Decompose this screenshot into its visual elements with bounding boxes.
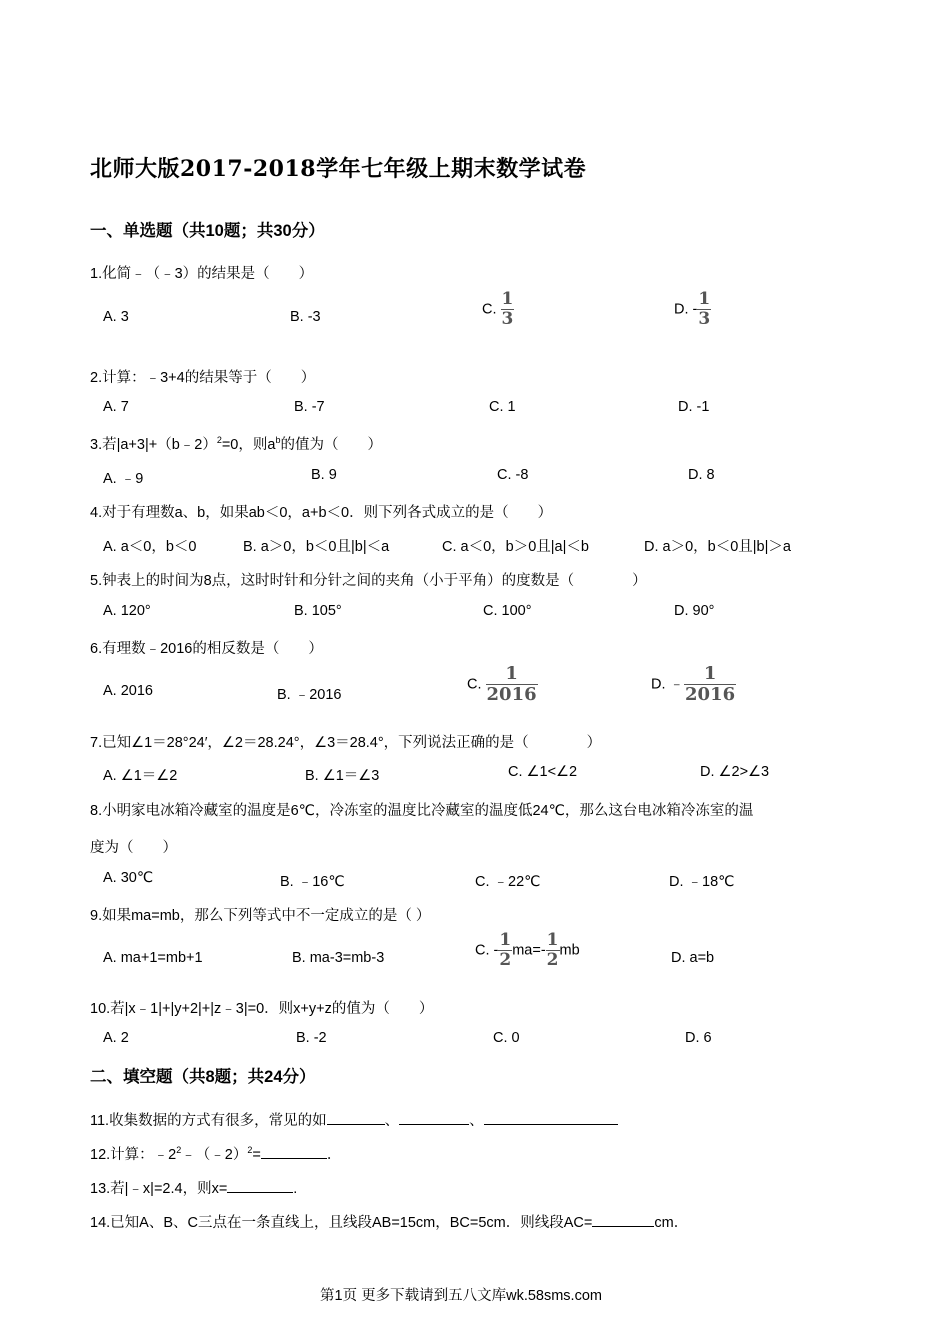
q3-option-d: D. 8: [688, 467, 715, 483]
q2-option-b: B. -7: [294, 399, 325, 415]
q8-option-b: B. ﹣16℃: [280, 874, 345, 890]
fraction-one-half: $\frac{1}{2}$: [499, 930, 512, 970]
q3-option-c: C. -8: [497, 467, 529, 483]
fraction-one-third: $\frac{1}{3}$: [501, 289, 514, 329]
question-2: 2.计算：﹣3+4的结果等于（ ）: [90, 370, 316, 386]
q2-option-d: D. -1: [678, 399, 710, 415]
fraction-one-over-2016: $\frac{1}{2016}$: [685, 663, 736, 705]
question-10: 10.若|x﹣1|+|y+2|+|z﹣3|=0．则x+y+z的值为（ ）: [90, 1001, 434, 1017]
question-7: 7.已知∠1＝28°24′，∠2＝28.24°，∠3＝28.4°，下列说法正确的是（ ）: [90, 735, 602, 751]
q2-option-a: A. 7: [103, 399, 129, 415]
q10-option-c: C. 0: [493, 1030, 520, 1046]
answer-blank: [261, 1146, 327, 1159]
q9-option-d: D. a=b: [671, 950, 715, 966]
q3-option-a: A. ﹣9: [103, 471, 144, 487]
q9-option-a: A. ma+1=mb+1: [103, 950, 203, 966]
q4-option-a: A. a＜0，b＜0: [103, 539, 197, 555]
q7-option-d: D. ∠2>∠3: [700, 764, 770, 780]
q1-option-d: D. - $\frac{1}{3}$: [674, 289, 711, 329]
section-heading-single-choice: 一、单选题（共10题；共30分）: [90, 222, 325, 240]
q5-option-d: D. 90°: [674, 603, 715, 619]
q5-option-c: C. 100°: [483, 603, 532, 619]
q10-option-d: D. 6: [685, 1030, 712, 1046]
question-3: 3.若|a+3|+（b﹣2）$^2$=0，则$a^b$的值为（ ）: [90, 435, 382, 453]
q8-option-c: C. ﹣22℃: [475, 874, 541, 890]
q9-option-c: C. - $\frac{1}{2}$ ma=- $\frac{1}{2}$ mb: [475, 930, 580, 970]
q7-option-c: C. ∠1<∠2: [508, 764, 578, 780]
answer-blank: [399, 1112, 469, 1125]
section-heading-fill-blank: 二、填空题（共8题；共24分）: [90, 1068, 316, 1086]
q1-option-c: C. $\frac{1}{3}$: [482, 289, 514, 329]
question-4: 4.对于有理数a、b，如果ab＜0，a+b＜0．则下列各式成立的是（ ）: [90, 505, 553, 521]
question-1: 1.化简﹣（﹣3）的结果是（ ）: [90, 266, 314, 282]
q5-option-b: B. 105°: [294, 603, 342, 619]
question-13: 13.若|﹣x|=2.4，则x= .: [90, 1181, 298, 1197]
q3-option-b: B. 9: [311, 467, 337, 483]
q1-option-a: A. 3: [103, 309, 129, 325]
question-5: 5.钟表上的时间为8点，这时时针和分针之间的夹角（小于平角）的度数是（ ）: [90, 573, 647, 589]
page-footer: 第1页 更多下载请到五八文库wk.58sms.com: [320, 1288, 602, 1304]
q6-option-c: C. $\frac{1}{2016}$: [467, 663, 537, 705]
answer-blank: [227, 1180, 293, 1193]
q9-option-b: B. ma-3=mb-3: [292, 950, 385, 966]
q2-option-c: C. 1: [489, 399, 516, 415]
q5-option-a: A. 120°: [103, 603, 151, 619]
q7-option-a: A. ∠1＝∠2: [103, 768, 178, 784]
question-11: 11.收集数据的方式有很多，常见的如 、 、: [90, 1109, 618, 1130]
question-14: 14.已知A、B、C三点在一条直线上，且线段AB=15cm，BC=5cm．则线段AC= cm．: [90, 1215, 689, 1231]
q8-option-d: D. ﹣18℃: [669, 874, 735, 890]
page-title: 北师大版2017-2018学年七年级上期末数学试卷: [90, 156, 587, 182]
question-9: 9.如果ma=mb，那么下列等式中不一定成立的是（ ）: [90, 908, 431, 924]
q10-option-b: B. -2: [296, 1030, 327, 1046]
q4-option-b: B. a＞0，b＜0且|b|＜a: [243, 539, 390, 555]
answer-blank: [592, 1214, 654, 1227]
q4-option-c: C. a＜0，b＞0且|a|＜b: [442, 539, 589, 555]
q6-option-b: B. ﹣2016: [277, 687, 342, 703]
fraction-one-third: $\frac{1}{3}$: [698, 289, 711, 329]
q6-option-a: A. 2016: [103, 683, 153, 699]
q4-option-d: D. a＞0，b＜0且|b|＞a: [644, 539, 791, 555]
question-8-line-1: 8.小明家电冰箱冷藏室的温度是6℃，冷冻室的温度比冷藏室的温度低24℃，那么这台电冰箱冷冻室的温: [90, 803, 754, 819]
answer-blank: [327, 1112, 385, 1125]
answer-blank: [484, 1112, 618, 1125]
question-6: 6.有理数﹣2016的相反数是（ ）: [90, 641, 323, 657]
q8-option-a: A. 30℃: [103, 870, 154, 886]
q1-option-b: B. -3: [290, 309, 321, 325]
q10-option-a: A. 2: [103, 1030, 129, 1046]
q7-option-b: B. ∠1＝∠3: [305, 768, 380, 784]
q6-option-d: D. ﹣ $\frac{1}{2016}$: [651, 663, 736, 705]
question-12: 12.计算：$﹣2^2﹣(﹣2)^2=$ ．: [90, 1145, 342, 1163]
fraction-one-half: $\frac{1}{2}$: [546, 930, 559, 970]
question-8-line-2: 度为（ ）: [90, 840, 177, 856]
fraction-one-over-2016: $\frac{1}{2016}$: [486, 663, 537, 705]
